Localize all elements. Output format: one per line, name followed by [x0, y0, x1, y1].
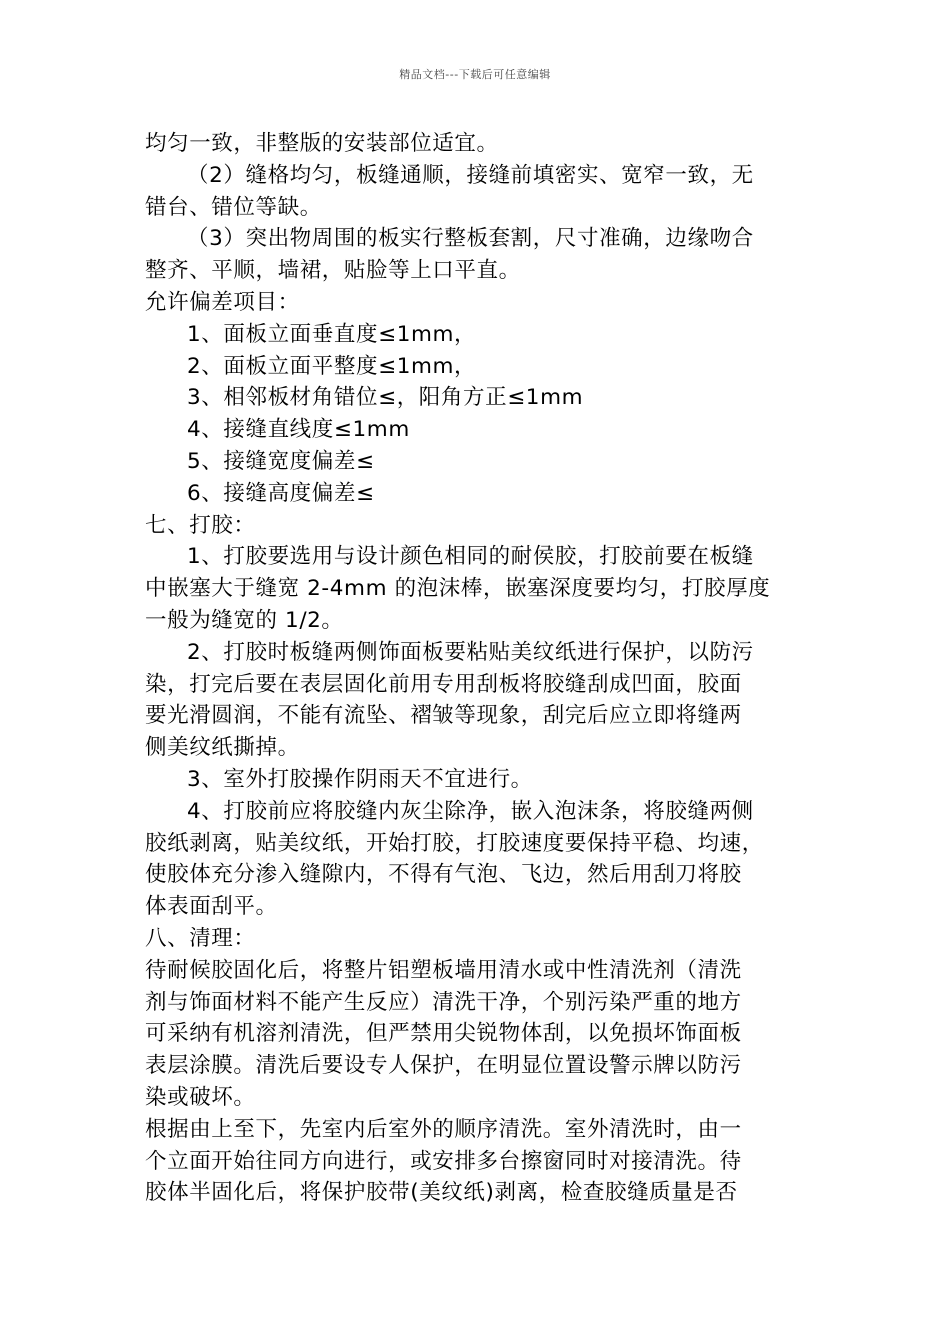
page-header: 精品文档---下载后可任意编辑 — [399, 68, 551, 81]
text-line: 表层涂膜。清洗后要设专人保护，在明显位置设警示牌以防污 — [145, 1053, 742, 1079]
text-line: 均匀一致，非整版的安装部位适宜。 — [145, 131, 499, 156]
text-line: （2）缝格均匀，板缝通顺，接缝前填密实、宽窄一致，无 — [187, 162, 754, 188]
text-line: 错台、错位等缺。 — [145, 194, 322, 220]
text-line: 待耐候胶固化后，将整片铝塑板墙用清水或中性清洗剂（清洗 — [145, 957, 742, 983]
document-body — [145, 128, 825, 1209]
text-line: 2、打胶时板缝两侧饰面板要粘贴美纹纸进行保护，以防污 — [187, 639, 754, 665]
text-line: 整齐、平顺，墙裙，贴脸等上口平直。 — [145, 258, 521, 284]
text-line: 染，打完后要在表层固化前用专用刮板将胶缝刮成凹面，胶面 — [145, 671, 742, 697]
text-line: 体表面刮平。 — [145, 894, 278, 920]
text-line: 3、相邻板材角错位≤，阳角方正≤1mm — [187, 385, 584, 411]
text-line: 个立面开始往同方向进行，或安排多台擦窗同时对接清洗。待 — [145, 1148, 742, 1174]
text-line: 1、面板立面垂直度≤1mm， — [187, 321, 477, 347]
text-line: 1、打胶要选用与设计颜色相同的耐侯胶，打胶前要在板缝 — [187, 544, 754, 570]
text-line: 胶体半固化后，将保护胶带(美纹纸)剥离，检查胶缝质量是否 — [145, 1180, 738, 1206]
text-line: 允许偏差项目： — [145, 289, 300, 315]
text-line: 3、室外打胶操作阴雨天不宜进行。 — [187, 766, 533, 792]
text-line: 2、面板立面平整度≤1mm， — [187, 353, 477, 379]
text-line: 染或破坏。 — [145, 1084, 256, 1110]
text-line: 中嵌塞大于缝宽 2-4mm 的泡沫棒，嵌塞深度要均匀，打胶厚度 — [145, 576, 771, 602]
text-line: 七、打胶： — [145, 512, 256, 538]
text-line: 侧美纹纸撕掉。 — [145, 735, 300, 761]
text-line: 4、接缝直线度≤1mm — [187, 417, 410, 443]
text-line: 5、接缝宽度偏差≤ — [187, 448, 375, 474]
text-line: 八、清理： — [145, 925, 256, 951]
text-line: 6、接缝高度偏差≤ — [187, 480, 375, 506]
text-line: 4、打胶前应将胶缝内灰尘除净，嵌入泡沫条，将胶缝两侧 — [187, 798, 754, 824]
text-line: 剂与饰面材料不能产生反应）清洗干净，个别污染严重的地方 — [145, 989, 742, 1015]
text-line: 可采纳有机溶剂清洗，但严禁用尖锐物体刮，以免损坏饰面板 — [145, 1021, 742, 1047]
text-line: 使胶体充分渗入缝隙内，不得有气泡、飞边，然后用刮刀将胶 — [145, 862, 742, 888]
text-line: 一般为缝宽的 1/2。 — [145, 607, 344, 633]
text-line: 胶纸剥离，贴美纹纸，开始打胶，打胶速度要保持平稳、均速， — [145, 830, 764, 856]
text-line: （3）突出物周围的板实行整板套割，尺寸准确，边缘吻合 — [187, 226, 754, 252]
text-line: 根据由上至下，先室内后室外的顺序清洗。室外清洗时，由一 — [145, 1116, 742, 1142]
text-line: 要光滑圆润，不能有流坠、褶皱等现象，刮完后应立即将缝两 — [145, 703, 742, 729]
